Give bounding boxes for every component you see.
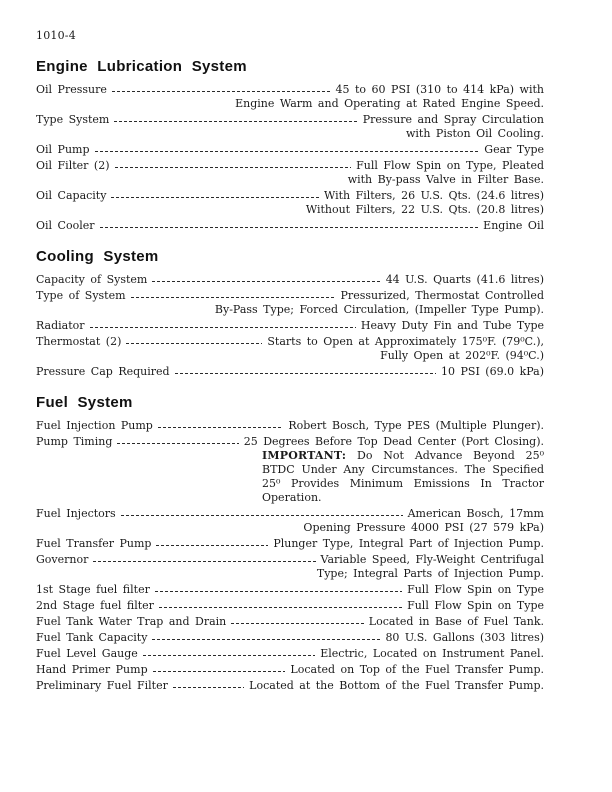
leader-dashes (126, 335, 262, 349)
spec-label: 1st Stage fuel filter (36, 583, 150, 596)
spec-value: Pressure and Spray Circulation (362, 113, 544, 126)
spec-label: Pump Timing (36, 435, 113, 448)
spec-row-first-line (36, 419, 544, 433)
spec-row (36, 647, 544, 661)
spec-row-first-line (36, 553, 544, 567)
spec-row (36, 83, 544, 111)
leader-dashes (115, 159, 352, 173)
spec-row (36, 289, 544, 317)
spec-value-continuation: By-Pass Type; Forced Circulation, (Impeller Type Pump). (214, 303, 544, 316)
spec-row-first-line (36, 647, 544, 661)
leader-dashes (153, 663, 286, 677)
spec-row (36, 615, 544, 629)
section-title: Engine Lubrication System (36, 58, 247, 75)
spec-label: Fuel Tank Capacity (36, 631, 148, 644)
leader-dashes (93, 553, 315, 567)
spec-value: Plunger Type, Integral Part of Injection Pump. (273, 537, 544, 550)
spec-row (36, 507, 544, 535)
spec-label: Fuel Level Gauge (36, 647, 138, 660)
spec-row-first-line (36, 631, 544, 645)
leader-dashes (121, 507, 403, 521)
spec-label: Fuel Transfer Pump (36, 537, 152, 550)
spec-row-first-line (36, 113, 544, 127)
spec-label: Oil Cooler (36, 219, 95, 232)
spec-label: Fuel Injectors (36, 507, 116, 520)
spec-row-first-line (36, 335, 544, 349)
spec-label: Pressure Cap Required (36, 365, 170, 378)
leader-dashes (158, 419, 284, 433)
spec-row (36, 273, 544, 287)
spec-row (36, 365, 544, 379)
spec-value: Full Flow Spin on Type (407, 599, 544, 612)
spec-row-first-line (36, 615, 544, 629)
spec-value-continuation: with By-pass Valve in Filter Base. (347, 173, 544, 186)
spec-row (36, 319, 544, 333)
spec-value: Pressurized, Thermostat Controlled (340, 289, 544, 302)
spec-value: Engine Oil (483, 219, 544, 232)
spec-value: 80 U.S. Gallons (303 litres) (385, 631, 544, 644)
leader-dashes (90, 319, 356, 333)
spec-row-first-line (36, 189, 544, 203)
spec-label: Hand Primer Pump (36, 663, 148, 676)
spec-row (36, 419, 544, 433)
spec-row-first-line (36, 159, 544, 173)
document-body (36, 59, 544, 693)
spec-value-continuation: with Piston Oil Cooling. (406, 127, 544, 140)
spec-row-first-line (36, 435, 544, 449)
leader-dashes (152, 631, 380, 645)
spec-row (36, 631, 544, 645)
leader-dashes (152, 273, 380, 287)
spec-row-first-line (36, 219, 544, 233)
spec-row (36, 553, 544, 581)
spec-row (36, 219, 544, 233)
spec-label: Preliminary Fuel Filter (36, 679, 168, 692)
important-note-prefix: IMPORTANT: (262, 449, 347, 462)
spec-label: Governor (36, 553, 89, 566)
spec-row-first-line (36, 663, 544, 677)
spec-value: With Filters, 26 U.S. Qts. (24.6 litres) (323, 189, 544, 202)
spec-value-continuation: Fully Open at 202⁰F. (94⁰C.) (380, 349, 544, 362)
spec-value: American Bosch, 17mm (407, 507, 544, 520)
spec-row (36, 583, 544, 597)
spec-label: 2nd Stage fuel filter (36, 599, 154, 612)
spec-value: Full Flow Spin on Type (407, 583, 544, 596)
spec-row-first-line (36, 319, 544, 333)
leader-dashes (112, 83, 331, 97)
spec-value: Robert Bosch, Type PES (Multiple Plunger). (288, 419, 544, 432)
spec-row-first-line (36, 583, 544, 597)
spec-label: Thermostat (2) (36, 335, 122, 348)
spec-value: Gear Type (484, 143, 544, 156)
spec-row-first-line (36, 537, 544, 551)
spec-value-continuation: Without Filters, 22 U.S. Qts. (20.8 litres) (305, 203, 544, 216)
leader-dashes (155, 583, 402, 597)
spec-row (36, 537, 544, 551)
spec-value: 45 to 60 PSI (310 to 414 kPa) with (335, 83, 544, 96)
spec-label: Type System (36, 113, 110, 126)
leader-dashes (111, 189, 319, 203)
spec-label: Oil Pressure (36, 83, 107, 96)
spec-row (36, 335, 544, 363)
spec-label: Radiator (36, 319, 85, 332)
spec-label: Oil Filter (2) (36, 159, 110, 172)
spec-value: 25 Degrees Before Top Dead Center (Port Closing). (243, 435, 544, 448)
section-title: Cooling System (36, 248, 159, 265)
spec-row (36, 435, 544, 505)
spec-row (36, 113, 544, 141)
spec-row-first-line (36, 599, 544, 613)
spec-value-continuation: Type; Integral Parts of Injection Pump. (316, 567, 544, 580)
spec-label: Oil Pump (36, 143, 90, 156)
important-note: IMPORTANT: Do Not Advance Beyond 25⁰ BTDC Under Any Circumstances. The Specified 25⁰ Provides Minimum Emissions In Tractor Operation. (262, 449, 544, 504)
spec-value: Starts to Open at Approximately 175⁰F. (79⁰C.), (267, 335, 544, 348)
spec-value: Electric, Located on Instrument Panel. (320, 647, 544, 660)
spec-value: Located in Base of Fuel Tank. (368, 615, 544, 628)
spec-row (36, 599, 544, 613)
leader-dashes (231, 615, 364, 629)
leader-dashes (117, 435, 238, 449)
leader-dashes (156, 537, 268, 551)
spec-value: Full Flow Spin on Type, Pleated (356, 159, 544, 172)
spec-row-first-line (36, 83, 544, 97)
leader-dashes (95, 143, 480, 157)
spec-value: 10 PSI (69.0 kPa) (441, 365, 544, 378)
spec-row (36, 189, 544, 217)
spec-row (36, 663, 544, 677)
spec-label: Fuel Injection Pump (36, 419, 153, 432)
spec-row-first-line (36, 365, 544, 379)
spec-row-first-line (36, 679, 544, 693)
spec-row-first-line (36, 273, 544, 287)
spec-value: Located at the Bottom of the Fuel Transfer Pump. (249, 679, 544, 692)
spec-label: Oil Capacity (36, 189, 107, 202)
spec-row-first-line (36, 143, 544, 157)
spec-label: Capacity of System (36, 273, 148, 286)
leader-dashes (131, 289, 336, 303)
spec-row (36, 679, 544, 693)
spec-label: Fuel Tank Water Trap and Drain (36, 615, 227, 628)
spec-label: Type of System (36, 289, 126, 302)
leader-dashes (143, 647, 315, 661)
leader-dashes (100, 219, 479, 233)
spec-value: Variable Speed, Fly-Weight Centrifugal (320, 553, 544, 566)
spec-row-first-line (36, 289, 544, 303)
spec-value-continuation: Engine Warm and Operating at Rated Engine Speed. (235, 97, 544, 110)
spec-value-continuation: Opening Pressure 4000 PSI (27 579 kPa) (303, 521, 544, 534)
spec-row (36, 143, 544, 157)
spec-row (36, 159, 544, 187)
spec-row-first-line (36, 507, 544, 521)
spec-value: Heavy Duty Fin and Tube Type (360, 319, 544, 332)
section-title: Fuel System (36, 394, 133, 411)
spec-value: 44 U.S. Quarts (41.6 litres) (385, 273, 544, 286)
leader-dashes (159, 599, 402, 613)
leader-dashes (114, 113, 357, 127)
page-number: 1010-4 (36, 29, 76, 42)
leader-dashes (175, 365, 436, 379)
spec-value: Located on Top of the Fuel Transfer Pump. (290, 663, 544, 676)
leader-dashes (173, 679, 244, 693)
